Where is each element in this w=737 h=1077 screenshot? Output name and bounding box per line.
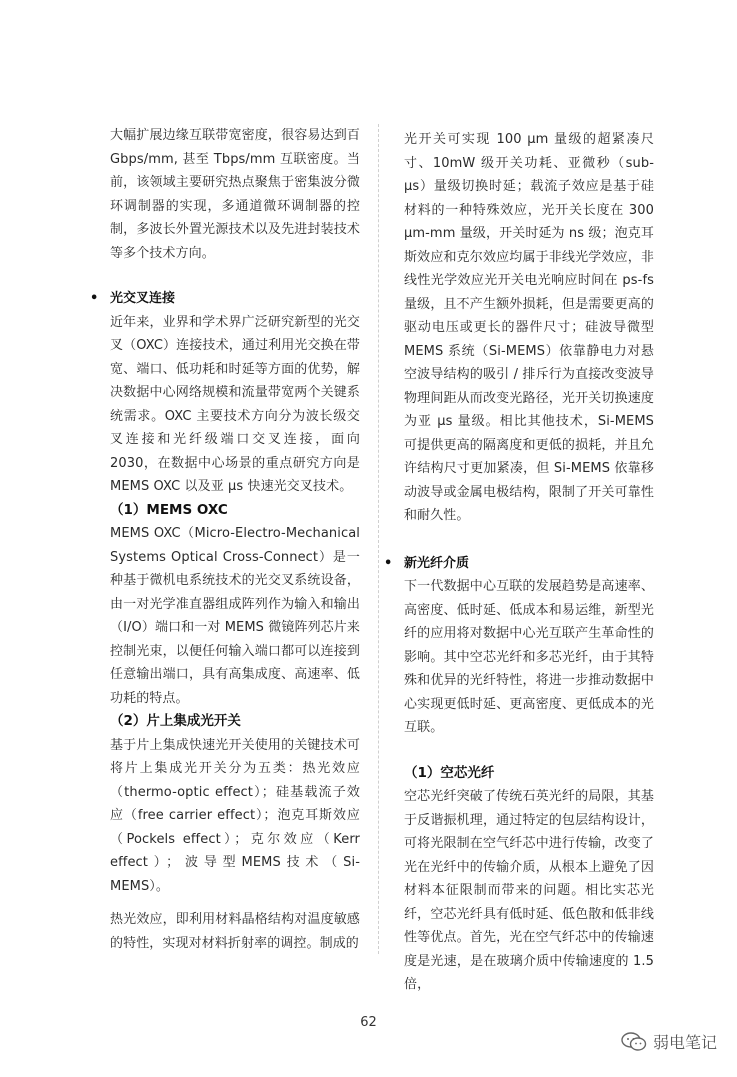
thermo-optic-paragraph: 热光效应，即利用材料晶格结构对温度敏感的特性，实现对材料折射率的调控。制成的: [110, 912, 360, 951]
mems-oxc-paragraph: MEMS OXC（Micro-Electro-Mechanical Systems Optical Cross-Connect）是一种基于微机电系统技术的光交叉系统设备，由一对光学准直器组成阵列作为输入和输出（I/O）端口和一对 MEMS 微镜阵列芯片来控制光束，以便任何输入端口都可以连接到任意输出端口，具有高集成度、高速率、低功耗的特点。: [110, 526, 360, 706]
wechat-icon: [621, 1032, 647, 1052]
bullet-icon: •: [90, 291, 99, 306]
oxc-paragraph: 近年来，业界和学术界广泛研究新型的光交叉（OXC）连接技术，通过利用光交换在带宽、端口、低功耗和时延等方面的优势，解决数据中心网络规模和流量带宽两个关键系统需求。OXC 主要技术方向分为波长级交叉连接和光纤级端口交叉连接，面向 2030，在数据中心场景的重点研究方向是 MEMS OXC 以及亚 μs 快速光交叉技术。: [110, 314, 360, 494]
hollow-core-paragraph: 空芯光纤突破了传统石英光纤的局限，其基于反谐振机理，通过特定的包层结构设计，可将光限制在空气纤芯中进行传输，改变了光在光纤中的传输介质，从根本上避免了因材料本征限制而带来的问题。相比实芯光纤，空芯光纤具有低时延、低色散和低非线性等优点。首先，光在空气纤芯中的传输速度是光速，是在玻璃介质中传输速度的 1.5 倍，: [404, 789, 654, 992]
switch-tech-paragraph: 光开关可实现 100 μm 量级的超紧凑尺寸、10mW 级开关功耗、亚微秒（sub-μs）量级切换时延；载流子效应是基于硅材料的一种特殊效应，光开关长度在 300 μm-mm 量级，开关时延为 ns 级；泡克耳斯效应和克尔效应均属于非线光学效应，非线性光学效应光开关电光响应时间在 ps-fs 量级，且不产生额外损耗，但是需要更高的驱动电压或更长的器件尺寸；硅波导微型 MEMS 系统（Si-MEMS）依靠静电力对悬空波导结构的吸引 / 排斥行为直接改变波导物理间距从而改变光路径，光开关切换速度为亚 μs 量级。相比其他技术，Si-MEMS 可提供更高的隔离度和更低的损耗，并且允许结构尺寸更加紧凑，但 Si-MEMS 依靠移动波导或金属电极结构，限制了开关可靠性和耐久性。: [404, 132, 654, 523]
watermark: [621, 1030, 717, 1053]
left-column: [90, 124, 360, 955]
fiber-section-heading: [384, 552, 654, 576]
hollow-core-heading: （1）空芯光纤: [404, 764, 495, 781]
oxc-section-heading: [90, 287, 360, 311]
onchip-switch-paragraph: 基于片上集成快速光开关使用的关键技术可将片上集成光开关分为五类：热光效应（thermo-optic effect）；硅基载流子效应（free carrier effect）；泡克耳斯效应（Pockels effect）；克尔效应（Kerr effect）；波导型MEMS技术（Si-MEMS）。: [110, 737, 360, 894]
column-divider: [378, 124, 379, 954]
right-column: [384, 128, 654, 997]
page-number: 62: [360, 1015, 377, 1030]
fiber-heading-text: 新光纤介质: [404, 555, 470, 571]
fiber-paragraph: 下一代数据中心互联的发展趋势是高速率、高密度、低时延、低成本和易运维，新型光纤的应用将对数据中心光互联产生革命性的影响。其中空芯光纤和多芯光纤，由于其特殊和优异的光纤特性，将进一步推动数据中心实现更低时延、更高密度、更低成本的光互联。: [404, 579, 654, 735]
intro-paragraph: 大幅扩展边缘互联带宽密度，很容易达到百Gbps/mm, 甚至 Tbps/mm 互联密度。当前，该领域主要研究热点聚焦于密集波分微环调制器的实现，多通道微环调制器的控制，多波长外置光源技术以及先进封装技术等多个技术方向。: [110, 128, 360, 261]
onchip-switch-heading: （2）片上集成光开关: [110, 713, 241, 729]
oxc-heading-text: 光交叉连接: [110, 291, 176, 306]
watermark-text: 弱电笔记: [652, 1033, 717, 1052]
bullet-icon: •: [384, 555, 393, 571]
mems-oxc-heading: （1）MEMS OXC: [110, 501, 228, 518]
